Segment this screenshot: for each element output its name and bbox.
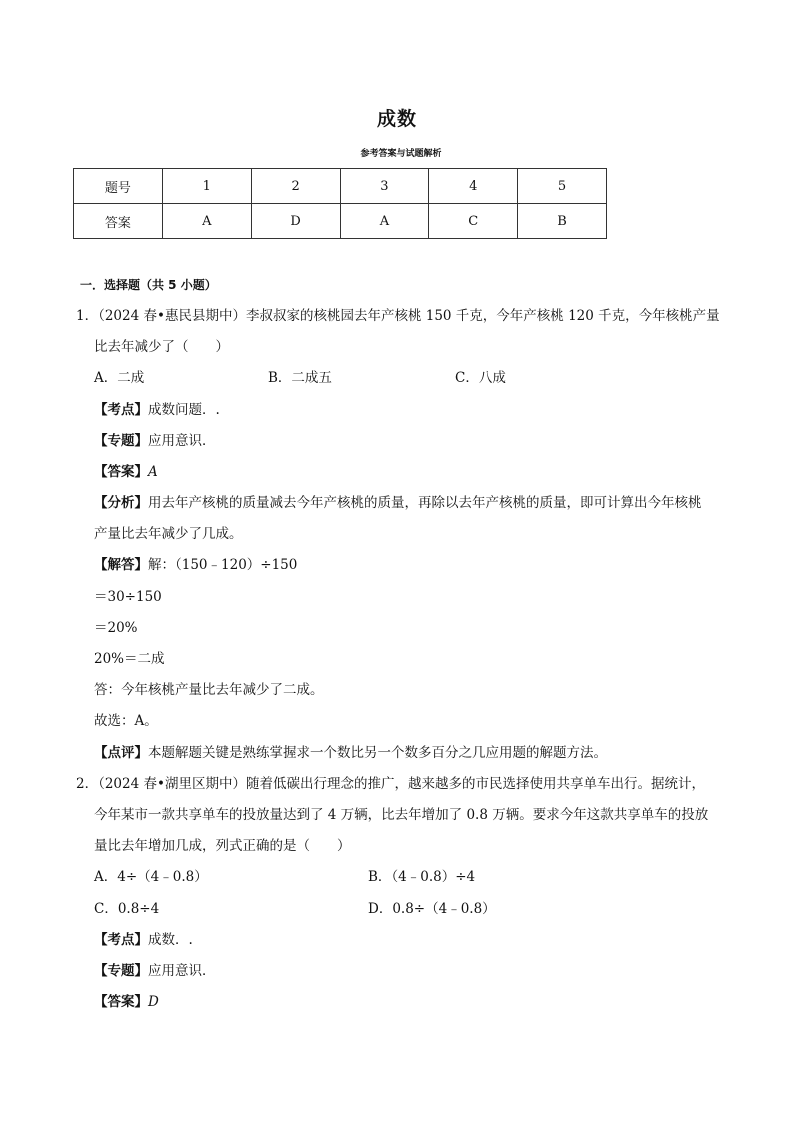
question-1-comment (94, 744, 607, 762)
question-2-stem: 量比去年增加几成，列式正确的是（ ） (94, 838, 351, 854)
question-2-kaodian (94, 931, 193, 949)
section-heading: 一．选择题（共 5 小题） (80, 278, 217, 292)
question-1-answer (94, 463, 158, 481)
table-row (74, 169, 607, 204)
kaodian-text: 成数问题．. (148, 402, 220, 418)
question-1-solution-step: 20%＝二成 (94, 651, 165, 667)
fenxi-text: 用去年产核桃的质量减去今年产核桃的质量，再除以去年产核桃的质量，即可计算出今年核桃 (148, 495, 702, 511)
table-header-cell: 答案 (74, 204, 163, 239)
daan-text: D (148, 994, 159, 1010)
question-1-analysis (94, 494, 702, 512)
page-subtitle: 参考答案与试题解析 (360, 149, 442, 159)
question-1-analysis-cont: 产量比去年减少了几成。 (94, 526, 243, 542)
table-cell: D (251, 204, 340, 239)
table-cell: C (429, 204, 518, 239)
table-cell: 3 (340, 169, 429, 204)
question-2-stem: 今年某市一款共享单车的投放量达到了 4 万辆，比去年增加了 0.8 万辆。要求今年这款共享单车的投放 (94, 807, 709, 823)
kaodian-text: 成数．. (148, 932, 193, 948)
table-cell: 1 (162, 169, 251, 204)
daan-label: 【答案】 (94, 464, 148, 480)
daan-label: 【答案】 (94, 994, 148, 1010)
question-1-kaodian (94, 401, 220, 419)
dianping-label: 【点评】 (94, 745, 148, 761)
question-1-option-c: C．八成 (455, 370, 506, 386)
table-cell: B (518, 204, 607, 239)
dianping-text: 本题解题关键是熟练掌握求一个数比另一个数多百分之几应用题的解题方法。 (148, 745, 607, 761)
table-header-cell: 题号 (74, 169, 163, 204)
question-1-solution-step: ＝30÷150 (94, 589, 162, 605)
kaodian-label: 【考点】 (94, 932, 148, 948)
question-1-zhuanti (94, 432, 216, 450)
question-2-zhuanti (94, 962, 216, 980)
daan-text: A (148, 464, 158, 480)
jieda-label: 【解答】 (94, 557, 148, 573)
question-1-stem: 1．（2024 春•惠民县期中）李叔叔家的核桃园去年产核桃 150 千克，今年产核桃 120 千克，今年核桃产量 (76, 308, 720, 324)
table-cell: 2 (251, 169, 340, 204)
answer-table (73, 168, 607, 239)
question-2-answer (94, 993, 159, 1011)
question-1-solution-step: ＝20% (94, 620, 138, 636)
zhuanti-text: 应用意识． (148, 433, 216, 449)
question-1-solution (94, 556, 297, 574)
table-row (74, 204, 607, 239)
jieda-text: 解：（150﹣120）÷150 (148, 557, 298, 573)
zhuanti-label: 【专题】 (94, 433, 148, 449)
question-2-option-c: C．0.8÷4 (94, 901, 160, 917)
table-cell: 4 (429, 169, 518, 204)
page-title: 成数 (376, 108, 417, 130)
question-2-option-b: B．（4﹣0.8）÷4 (368, 869, 476, 885)
question-2-option-d: D．0.8÷（4﹣0.8） (368, 901, 496, 917)
zhuanti-text: 应用意识． (148, 963, 216, 979)
question-1-stem: 比去年减少了（ ） (94, 339, 229, 355)
fenxi-label: 【分析】 (94, 495, 148, 511)
table-cell: 5 (518, 169, 607, 204)
zhuanti-label: 【专题】 (94, 963, 148, 979)
question-2-option-a: A．4÷（4﹣0.8） (94, 869, 208, 885)
table-cell: A (340, 204, 429, 239)
question-1-option-b: B．二成五 (268, 370, 332, 386)
kaodian-label: 【考点】 (94, 402, 148, 418)
question-1-solution-step: 答：今年核桃产量比去年减少了二成。 (94, 682, 324, 698)
table-cell: A (162, 204, 251, 239)
question-1-option-a: A．二成 (94, 370, 145, 386)
question-1-solution-step: 故选：A。 (94, 713, 158, 729)
question-2-stem: 2．（2024 春•湖里区期中）随着低碳出行理念的推广，越来越多的市民选择使用共享单车出行。据统计， (76, 776, 705, 792)
